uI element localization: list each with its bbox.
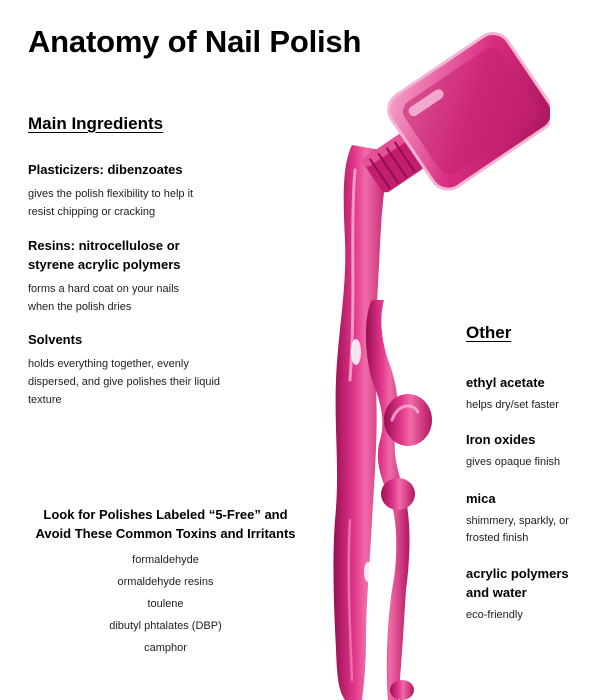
toxin-item: ormaldehyde resins [117,576,214,588]
other-name: mica [466,491,496,506]
other-description: eco-friendly [466,609,523,621]
ingredient-description: gives the polish flexibility to help it resist chipping or cracking [28,188,194,218]
toxin-item: dibutyl phtalates (DBP) [109,620,222,632]
main-ingredients-heading: Main Ingredients [28,114,164,133]
ingredient-name: Plasticizers: dibenzoates [28,162,183,177]
toxins-list [28,549,303,659]
ingredient-description: forms a hard coat on your nails when the polish dries [28,283,180,313]
other-name: Iron oxides [466,432,536,447]
other-description: shimmery, sparkly, or frosted finish [466,515,569,544]
ingredient-name: Resins: nitrocellulose or styrene acrylic polymers [28,238,181,272]
ingredient-name: Solvents [28,332,83,347]
ingredient-solvents [28,330,268,409]
ingredient-resins [28,236,268,316]
other-description: helps dry/set faster [466,399,559,411]
toxin-item: camphor [144,642,187,654]
other-description: gives opaque finish [466,456,561,468]
page-title: Anatomy of Nail Polish [28,24,362,59]
ingredient-description: holds everything together, evenly dispersed, and give polishes their liquid texture [28,358,221,406]
other-heading: Other [466,323,512,342]
toxins-heading: Look for Polishes Labeled “5-Free” and Avoid These Common Toxins and Irritants [35,507,296,541]
polish-drip [333,145,432,700]
toxin-item: formaldehyde [132,554,199,566]
nail-polish-illustration [300,20,550,700]
toxin-item: toulene [147,598,184,610]
ingredient-plasticizers [28,160,268,221]
toxins-section [28,505,303,659]
other-name: acrylic polymers and water [466,566,569,600]
other-name: ethyl acetate [466,375,545,390]
